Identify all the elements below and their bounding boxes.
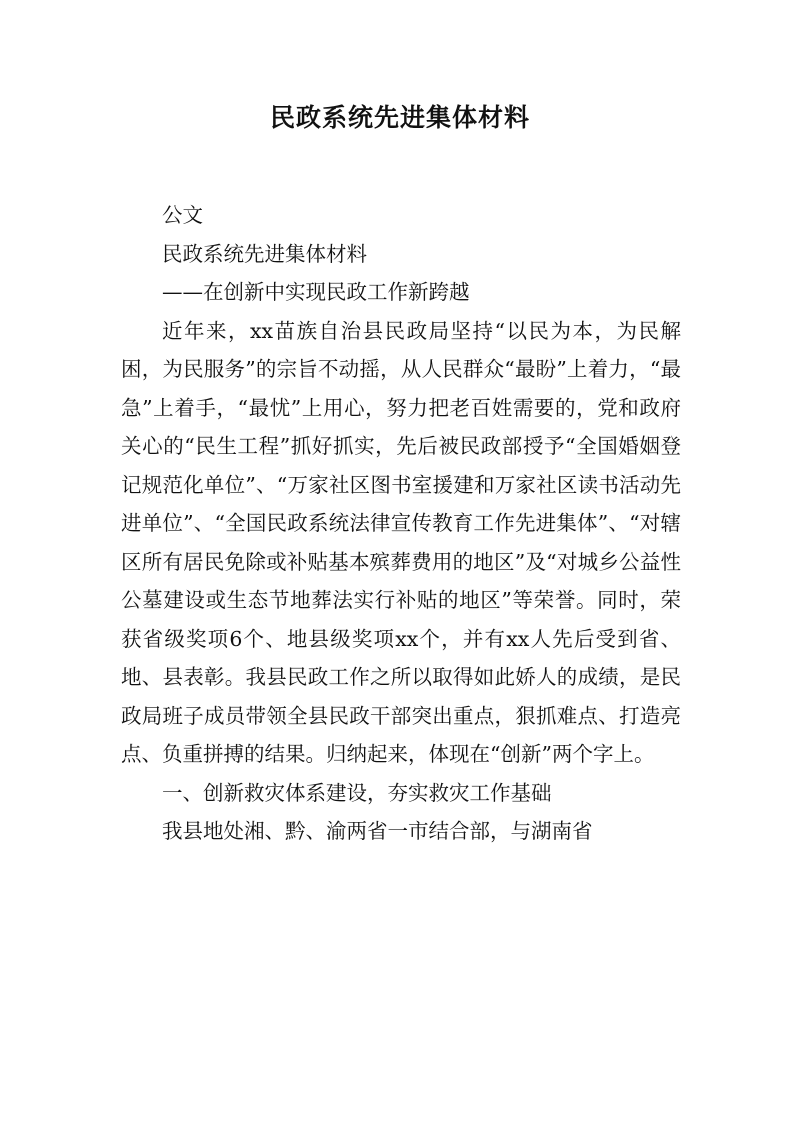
- document-title: 民政系统先进集体材料: [269, 103, 530, 132]
- doc-subject: 民政系统先进集体材料: [162, 241, 367, 266]
- body-paragraph: 我县地处湘、黔、渝两省一市结合部，与湖南省: [162, 819, 593, 843]
- body-paragraph: 近年来，xx苗族自治县民政局坚持“以民为本，为民解困，为民服务”的宗旨不动摇，从人民群众“最盼”上着力，“最急”上着手，“最忧”上用心，努力把老百姓需要的，党和政府关心的“民生工程”抓好抓实，先后被民政部授予“全国婚姻登记规范化单位”、“万家社区图书室援建和万家社区读书活动先进单位”、“全国民政系统法律宣传教育工作先进集体”、“对辖区所有居民免除或补贴基本殡葬费用的地区”及“对城乡公益性公墓建设或生态节地葬法实行补贴的地区”等荣誉。同时，荣获省级奖项6个、地县级奖项xx个，并有xx人先后受到省、地、县表彰。我县民政工作之所以取得如此娇人的成绩，是民政局班子成员带领全县民政干部突出重点，狠抓难点、打造亮点、负重拼搏的结果。归纳起来，体现在“创新”两个字上。: [121, 318, 681, 766]
- section-heading: 一、创新救灾体系建设，夯实救灾工作基础: [162, 780, 552, 805]
- doc-subtitle: ——在创新中实现民政工作新跨越: [162, 280, 470, 304]
- document-body: [121, 196, 681, 851]
- doc-category: 公文: [162, 203, 203, 227]
